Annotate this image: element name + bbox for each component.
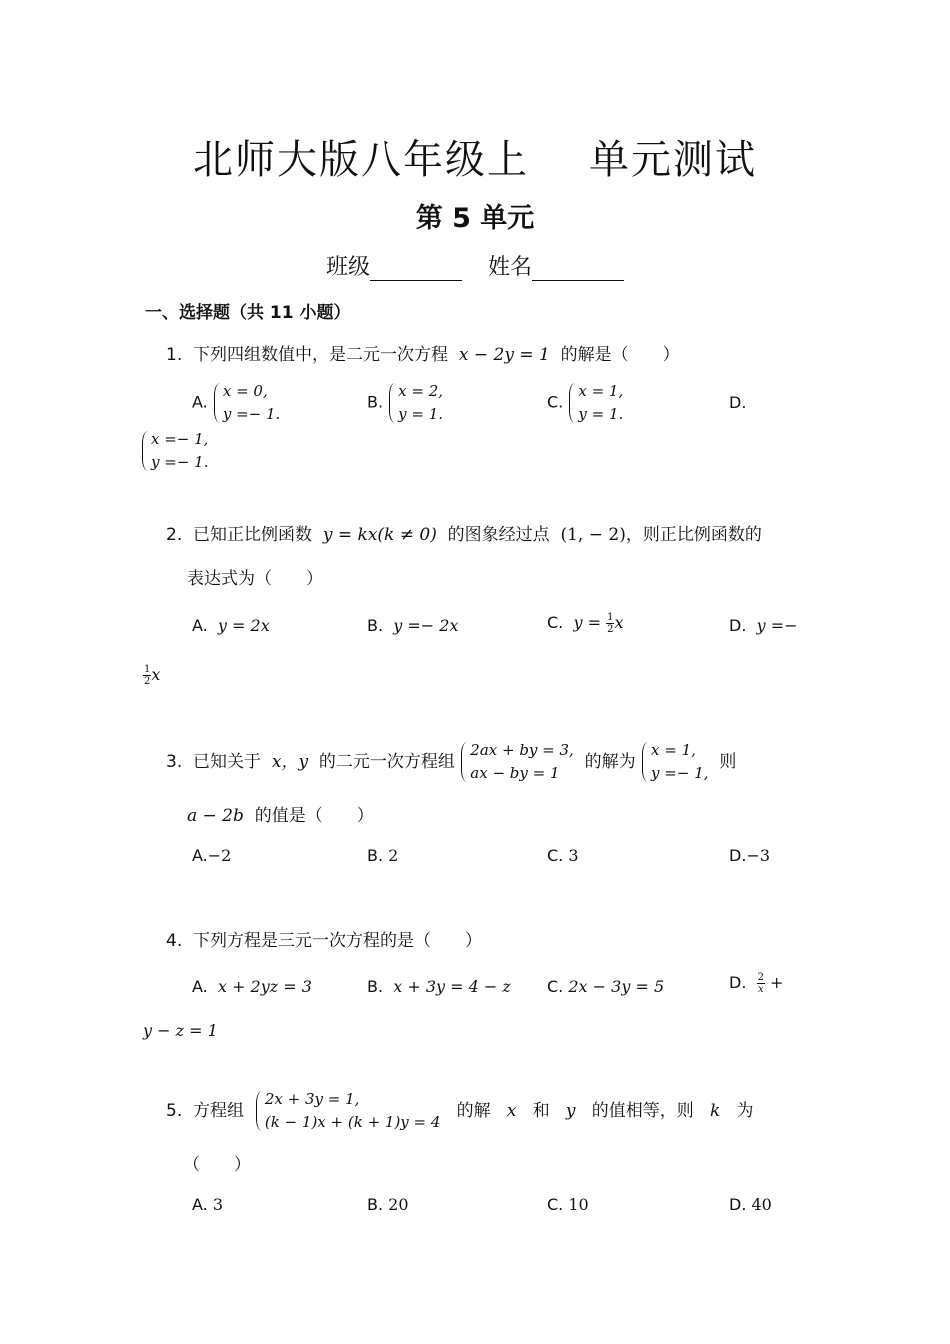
option-label: A. <box>192 616 208 635</box>
variables: x，y <box>271 752 309 772</box>
stem-text: 的二元一次方程组 <box>318 752 455 772</box>
q4-option-d-wrap[interactable] <box>143 1021 218 1040</box>
question-3-stem <box>166 739 736 785</box>
option-text: y = 2x <box>217 616 270 635</box>
option-label: C. <box>547 846 564 865</box>
option-label: C. <box>547 392 564 412</box>
class-name-line <box>0 250 950 281</box>
question-2-stem <box>166 520 762 545</box>
option-text: y − z = 1 <box>143 1021 218 1040</box>
option-label: A. <box>192 977 208 996</box>
point: (1, − 2) <box>560 525 626 545</box>
option-text: −2 <box>207 846 232 865</box>
stem-text: ，则正比例函数的 <box>625 525 762 545</box>
option-text: 20 <box>388 1195 409 1214</box>
stem-text: 的值是（ ） <box>254 806 374 826</box>
q1-option-d-label[interactable]: D. <box>729 393 747 412</box>
q2-option-a[interactable] <box>192 616 270 635</box>
stem-text: 下列四组数值中，是二元一次方程 <box>193 345 449 365</box>
equation-system: x = 2, y = 1. <box>388 380 443 426</box>
option-text: y =− <box>756 616 798 635</box>
stem-text: 则 <box>719 752 737 772</box>
option-text: 3 <box>568 846 579 865</box>
class-blank[interactable] <box>370 258 462 281</box>
option-text: 2 <box>388 846 399 865</box>
question-number: 1. <box>166 345 183 365</box>
equation-system: 2x + 3y = 1, (k − 1)x + (k + 1)y = 4 <box>255 1088 441 1134</box>
option-label: B. <box>367 616 384 635</box>
question-4-stem <box>166 926 482 951</box>
page-title <box>0 128 950 185</box>
stem-text: 方程组 <box>193 1101 245 1121</box>
q1-option-c[interactable] <box>547 380 623 426</box>
q4-option-a[interactable] <box>192 977 312 996</box>
q2-option-c[interactable]: C. y = $\frac{1}{2}$ x <box>547 612 624 635</box>
q5-option-a[interactable] <box>192 1195 223 1214</box>
q1-option-a[interactable] <box>192 380 280 426</box>
option-label: B. <box>367 846 384 865</box>
option-label: D. <box>729 616 747 635</box>
q5-option-d[interactable] <box>729 1195 772 1214</box>
option-label: C. <box>547 977 564 996</box>
stem-text: 的解为 <box>584 752 636 772</box>
stem-text: 下列方程是三元一次方程的是（ ） <box>193 931 483 951</box>
variable: x <box>506 1101 517 1121</box>
option-label: B. <box>367 1195 384 1214</box>
q4-option-d[interactable]: D. $\frac{2}{x}$ + <box>729 972 784 995</box>
option-text: y = <box>573 613 601 632</box>
option-text: 2x − 3y = 5 <box>568 977 665 996</box>
equation-system: x = 1, y = 1. <box>568 380 623 426</box>
option-label: A. <box>192 1195 208 1214</box>
title-left: 北师大版八年级上 <box>193 137 529 183</box>
question-number: 4. <box>166 931 183 951</box>
q1-option-d[interactable] <box>141 428 208 474</box>
q3-option-a[interactable] <box>192 846 231 865</box>
stem-text: 的值相等，则 <box>591 1101 694 1121</box>
stem-text: 已知关于 <box>193 752 262 772</box>
variable: k <box>709 1101 721 1121</box>
q5-option-c[interactable] <box>547 1195 589 1214</box>
question-5-stem-line2: （ ） <box>183 1155 251 1175</box>
option-text: −3 <box>746 846 770 865</box>
question-number: 2. <box>166 525 183 545</box>
stem-text: 的解是（ ） <box>560 345 680 365</box>
stem-text: 已知正比例函数 <box>193 525 313 545</box>
q3-option-b[interactable] <box>367 846 398 865</box>
equation: x − 2y = 1 <box>458 345 550 365</box>
option-label: D. <box>729 973 747 992</box>
option-text: 10 <box>568 1195 589 1214</box>
question-5-stem <box>166 1088 753 1134</box>
q2-option-b[interactable] <box>367 616 458 635</box>
q4-option-c[interactable] <box>547 977 664 996</box>
question-number: 3. <box>166 752 183 772</box>
stem-text: 的图象经过点 <box>447 525 550 545</box>
question-3-stem-line2 <box>187 801 374 826</box>
q2-option-d[interactable] <box>729 616 798 635</box>
title-right: 单元测试 <box>589 137 757 183</box>
fraction: $\frac{1}{2}$ <box>607 612 614 635</box>
equation-system: x =− 1, y =− 1. <box>141 428 208 474</box>
question-number: 5. <box>166 1101 183 1121</box>
expression: a − 2b <box>187 806 244 826</box>
option-label: B. <box>367 392 384 412</box>
option-text: 3 <box>212 1195 224 1214</box>
option-label: C. <box>547 1195 564 1214</box>
equation: y = kx(k ≠ 0) <box>322 525 437 545</box>
fraction: $\frac{1}{2}$ <box>144 664 151 687</box>
name-label: 姓名 <box>488 255 533 280</box>
option-label: B. <box>367 977 384 996</box>
stem-text: 为 <box>736 1101 754 1121</box>
section-title: 一、选择题（共 11 小题） <box>145 303 351 323</box>
option-label: A. <box>192 392 208 412</box>
q2-option-d-wrap[interactable]: $\frac{1}{2}$ x <box>144 664 161 687</box>
question-1-stem <box>166 340 680 365</box>
option-label: D. <box>729 846 747 865</box>
variable: y <box>565 1101 576 1121</box>
option-text: x + 2yz = 3 <box>217 977 312 996</box>
option-text: y =− 2x <box>393 616 459 635</box>
stem-text: 和 <box>532 1101 550 1121</box>
fraction: $\frac{2}{x}$ <box>757 972 764 995</box>
q5-option-b[interactable] <box>367 1195 409 1214</box>
question-2-stem-line2: 表达式为（ ） <box>187 569 323 589</box>
q4-option-b[interactable] <box>367 977 511 996</box>
name-blank[interactable] <box>532 258 624 281</box>
q1-option-b[interactable] <box>367 380 443 426</box>
solution-system: x = 1, y =− 1, <box>641 739 708 785</box>
stem-text: 的解 <box>456 1101 491 1121</box>
unit-subtitle: 第 5 单元 <box>415 203 535 234</box>
class-label: 班级 <box>325 255 370 280</box>
option-text: x + 3y = 4 − z <box>393 977 511 996</box>
option-label: A. <box>192 846 208 865</box>
option-text: 40 <box>751 1195 772 1214</box>
option-label: C. <box>547 613 564 632</box>
q3-option-d[interactable] <box>729 846 770 865</box>
option-label: D. <box>729 1195 747 1214</box>
q3-option-c[interactable] <box>547 846 579 865</box>
equation-system: 2ax + by = 3, ax − by = 1 <box>460 739 574 785</box>
equation-system: x = 0, y =− 1. <box>213 380 280 426</box>
